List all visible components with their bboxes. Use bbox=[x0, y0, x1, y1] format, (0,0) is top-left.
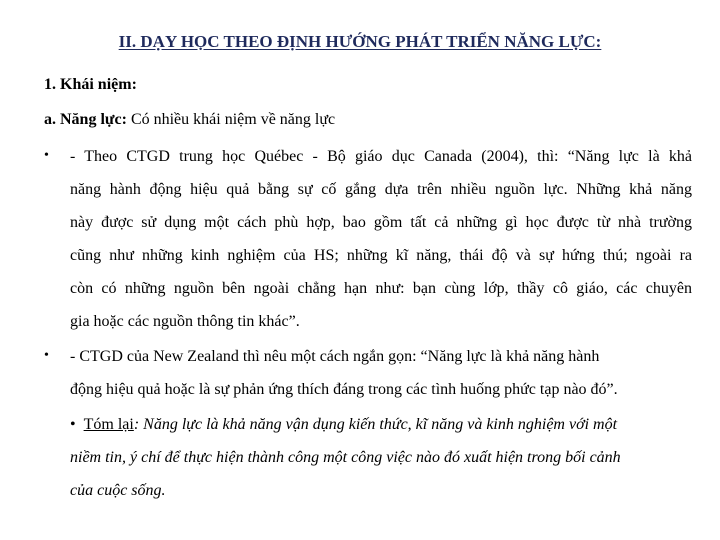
bullet-1-marker: • bbox=[44, 148, 49, 163]
summary-colon: : bbox=[133, 416, 140, 433]
section-heading: 1. Khái niệm: bbox=[44, 76, 137, 93]
summary-text: Năng lực là khả năng vận dụng kiến thức, kĩ năng và kinh nghiệm với một bbox=[139, 416, 618, 433]
paragraph-line: này được sử dụng một cách phù hợp, bao gồm tất cả những gì học được từ nhà trường bbox=[70, 214, 692, 231]
paragraph-line: năng hành động hiệu quả bằng sự cố gắng dựa trên nhiều nguồn lực. Những khả năng bbox=[70, 181, 692, 198]
summary-line bbox=[70, 408, 695, 441]
paragraph-line: - Theo CTGD trung học Québec - Bộ giáo dục Canada (2004), thì: “Năng lực là khả bbox=[70, 148, 692, 165]
subsection-text: Có nhiều khái niệm về năng lực bbox=[126, 111, 336, 128]
summary-bullet: • bbox=[70, 416, 76, 433]
paragraph-line: động hiệu quả hoặc là sự phản ứng thích đáng trong các tình huống phức tạp nào đó”. bbox=[70, 381, 618, 398]
subsection-heading bbox=[44, 110, 335, 130]
subsection-label: a. Năng lực: bbox=[44, 111, 127, 128]
paragraph-line: còn có những nguồn bên ngoài chẳng hạn như: bạn cùng lớp, thầy cô giáo, các chuyên bbox=[70, 280, 692, 297]
page-title: II. DẠY HỌC THEO ĐỊNH HƯỚNG PHÁT TRIỂN NĂNG LỰC: bbox=[118, 32, 602, 51]
paragraph-line: cũng như những kinh nghiệm của HS; những kĩ năng, thái độ và sự hứng thú; ngoài ra bbox=[70, 247, 692, 264]
paragraph-line: gia hoặc các nguồn thông tin khác”. bbox=[70, 313, 300, 330]
summary-paragraph bbox=[70, 408, 695, 507]
bullet-2-paragraph bbox=[70, 340, 692, 406]
summary-line: của cuộc sống. bbox=[70, 482, 166, 499]
summary-label: Tóm lại bbox=[83, 416, 134, 433]
summary-line: niềm tin, ý chí để thực hiện thành công một công việc nào đó xuất hiện trong bối cảnh bbox=[70, 449, 621, 466]
bullet-2-marker: • bbox=[44, 348, 49, 363]
bullet-1-paragraph bbox=[70, 140, 692, 338]
paragraph-line: - CTGD của New Zealand thì nêu một cách ngắn gọn: “Năng lực là khả năng hành bbox=[70, 348, 600, 365]
